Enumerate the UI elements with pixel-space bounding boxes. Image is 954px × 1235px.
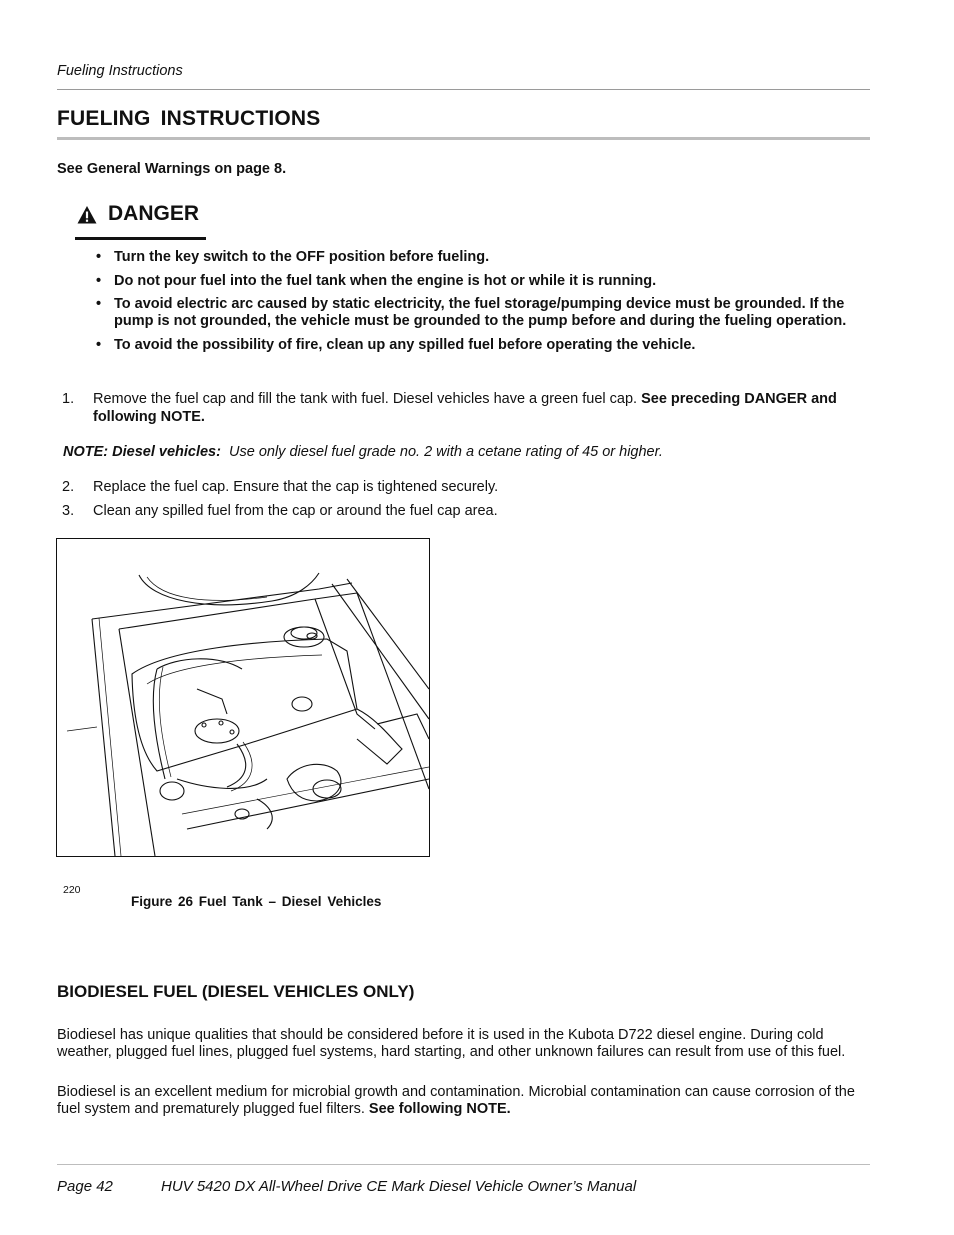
step-text: Clean any spilled fuel from the cap or around the fuel cap area. [93,503,498,519]
step-number: 3. [62,503,75,519]
figure-id: 220 [63,884,81,896]
step-number: 1. [62,391,75,407]
paragraph-text: Biodiesel is an excellent medium for microbial growth and contamination. Microbial contamination can cause corrosion of the fuel system and prematurely plugged fuel filters. [57,1084,855,1117]
step-text: Replace the fuel cap. Ensure that the cap is tightened securely. [93,479,499,495]
fuel-tank-figure [56,538,430,857]
step-bold-text: See preceding DANGER and following NOTE. [93,391,837,425]
step-1 [62,391,872,426]
note-label: NOTE: Diesel vehicles: [63,444,221,460]
warning-triangle-icon [77,205,97,225]
paragraph-bold-text: See following NOTE. [368,1101,511,1117]
footer-rule [57,1164,870,1165]
step-2 [62,479,872,497]
section-title: FUELING INSTRUCTIONS [57,107,321,130]
fuel-tank-illustration [57,539,429,856]
danger-item: • Do not pour fuel into the fuel tank when the engine is hot or while it is running. [96,273,874,290]
danger-list [96,249,874,360]
biodiesel-paragraph-2 [57,1084,872,1118]
step-number: 2. [62,479,75,495]
figure-caption: Figure 26 Fuel Tank – Diesel Vehicles [131,894,382,909]
danger-heading [75,201,206,240]
biodiesel-paragraph-1: Biodiesel has unique qualities that should be considered before it is used in the Kubota D722 diesel engine. During cold weather, plugged fuel lines, plugged fuel systems, hard starting, and other unknown failures can result from use of this fuel. [57,1027,846,1060]
step-3 [62,503,872,521]
footer-manual-title: HUV 5420 DX All-Wheel Drive CE Mark Diesel Vehicle Owner’s Manual [161,1178,637,1195]
biodiesel-heading: BIODIESEL FUEL (DIESEL VEHICLES ONLY) [57,982,415,1001]
danger-item: • To avoid electric arc caused by static electricity, the fuel storage/pumping device must be grounded. If the pump is not grounded, the vehicle must be grounded to the pump before and during the fueling operation. [96,296,874,330]
general-warnings-reference: See General Warnings on page 8. [57,161,287,177]
header-rule [57,89,870,90]
step-text: Remove the fuel cap and fill the tank with fuel. Diesel vehicles have a green fuel cap. [93,391,642,407]
danger-label: DANGER [108,202,200,225]
footer-page-number: Page 42 [57,1178,113,1195]
running-header: Fueling Instructions [57,63,183,79]
note-text: Use only diesel fuel grade no. 2 with a cetane rating of 45 or higher. [229,444,663,460]
title-rule [57,137,870,140]
diesel-note [63,444,663,460]
danger-item: • To avoid the possibility of fire, clean up any spilled fuel before operating the vehicle. [96,337,874,354]
danger-item: • Turn the key switch to the OFF position before fueling. [96,249,874,266]
